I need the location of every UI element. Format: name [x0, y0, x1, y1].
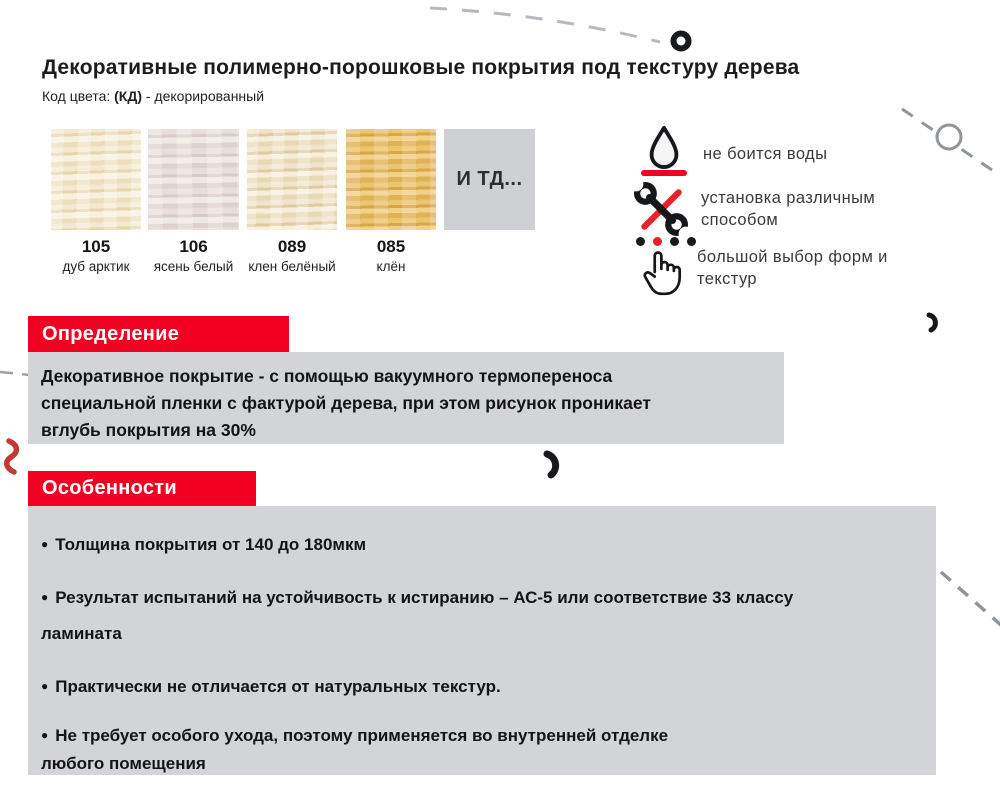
- dot-black: [687, 237, 696, 246]
- swatch-106-yasen-bely: [148, 129, 239, 230]
- feature-text: любого помещения: [41, 754, 206, 773]
- definition-line: специальной пленки с фактурой дерева, при этом рисунок проникает: [41, 393, 651, 413]
- ring-top-right: [937, 125, 961, 149]
- dashed-line-left: [0, 372, 30, 375]
- features-header: Особенности: [28, 471, 256, 506]
- donut-dot: [674, 34, 689, 49]
- feature-text: Толщина покрытия от 140 до 180мкм: [55, 535, 367, 554]
- swatch-code: 106: [179, 237, 208, 256]
- swatch-089-klen-beleny: [247, 129, 337, 230]
- page-title: Декоративные полимерно-порошковые покрытия под текстуру дерева: [42, 56, 800, 79]
- dot-black: [636, 237, 645, 246]
- swatch-name: клён: [376, 258, 406, 274]
- benefit-choice-label: большой выбор форм и текстур: [697, 248, 888, 288]
- swatch-085-klen: [346, 129, 436, 230]
- definition-panel: [28, 352, 784, 444]
- dashed-line-top-right: [902, 109, 992, 170]
- feature-text: Результат испытаний на устойчивость к истиранию – АС-5 или соответствие 33 классу: [55, 588, 794, 607]
- swatch-label: [237, 237, 347, 274]
- swatch-label: [143, 237, 244, 274]
- feature-item: [41, 721, 916, 778]
- red-squiggle: [7, 441, 17, 472]
- water-drop-icon: [646, 125, 682, 169]
- bullet-icon: ●: [41, 537, 49, 551]
- swatch-name: дуб арктик: [62, 258, 130, 274]
- swatch-label: [51, 237, 141, 274]
- swatch-label: [346, 237, 436, 274]
- dots-icon: [636, 237, 696, 246]
- swatch-name: ясень белый: [153, 258, 234, 274]
- feature-text: Практически не отличается от натуральных текстур.: [55, 677, 501, 696]
- features-panel: [28, 506, 936, 775]
- benefit-water-label: не боится воды: [703, 145, 828, 163]
- bullet-icon: ●: [41, 679, 49, 693]
- dashed-curve-top: [430, 8, 660, 42]
- feature-item: [41, 579, 916, 652]
- definition-header: Определение: [28, 316, 289, 352]
- swatch-code: 105: [81, 237, 111, 256]
- hand-tap-icon: [639, 247, 685, 299]
- feature-item: [41, 530, 916, 559]
- tools-icon: [634, 182, 688, 236]
- feature-text: Не требует особого ухода, поэтому применяется во внутренней отделке: [55, 726, 669, 745]
- color-code-suffix: - декорированный: [141, 88, 265, 104]
- dashed-line-bottom-right: [941, 572, 1000, 626]
- bullet-icon: ●: [41, 590, 49, 604]
- swatch-code: 085: [376, 237, 406, 256]
- feature-item: [41, 672, 916, 701]
- comma-accent-large: [547, 454, 556, 475]
- dot-red: [653, 237, 662, 246]
- color-code-note: [42, 88, 264, 104]
- etc-label: И ТД...: [456, 168, 523, 190]
- feature-text: ламината: [41, 624, 122, 643]
- swatch-name: клен белёный: [248, 258, 336, 274]
- bullet-icon: ●: [41, 728, 49, 742]
- etc-box: [444, 129, 535, 230]
- definition-line: вглубь покрытия на 30%: [41, 420, 256, 440]
- benefit-install-label: установка различным способом: [701, 189, 876, 229]
- color-code: (КД): [114, 88, 142, 104]
- swatch-105-dub-arktik: [51, 129, 141, 230]
- definition-line: Декоративное покрытие - с помощью вакуумного термопереноса: [41, 366, 613, 386]
- color-code-prefix: Код цвета:: [42, 88, 115, 104]
- comma-accent-small: [929, 315, 935, 330]
- swatch-code: 089: [277, 237, 307, 256]
- red-underline: [641, 170, 687, 176]
- dot-black: [670, 237, 679, 246]
